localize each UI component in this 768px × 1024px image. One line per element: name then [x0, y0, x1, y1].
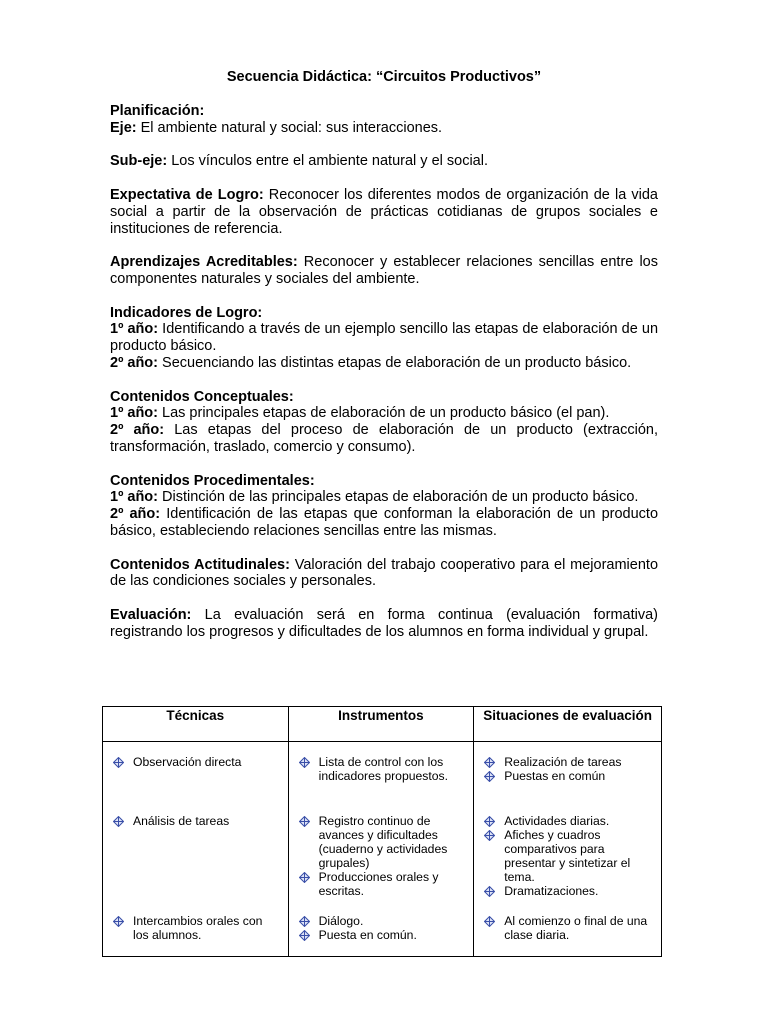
- diamond-cross-bullet-icon: [484, 755, 504, 768]
- eje-text: El ambiente natural y social: sus interacciones.: [136, 119, 443, 136]
- cell-instrumentos: [288, 912, 474, 957]
- header-instrumentos: Instrumentos: [288, 707, 474, 742]
- list-item: Análisis de tareas: [113, 814, 280, 828]
- cell-tecnicas: [103, 742, 289, 812]
- table-row: [103, 912, 662, 957]
- cell-instrumentos: [288, 742, 474, 812]
- diamond-cross-bullet-icon: [484, 814, 504, 827]
- diamond-cross-bullet-icon: [299, 928, 319, 941]
- conceptuales-year2: 2º año: Las etapas del proceso de elaboración de un producto (extracción, transformación, traslado, comercio y consumo).: [110, 422, 658, 455]
- list-item: Intercambios orales con los alumnos.: [113, 914, 280, 942]
- list-item: Al comienzo o final de una clase diaria.: [484, 914, 653, 942]
- actitudinales-paragraph: [110, 557, 658, 591]
- list-item: Puesta en común.: [299, 928, 466, 942]
- evaluation-table: [102, 706, 662, 957]
- aprendizajes-text: Reconocer y establecer relaciones sencillas entre los componentes naturales y sociales del ambiente.: [110, 254, 658, 287]
- planificacion-heading: Planificación:: [110, 103, 205, 119]
- aprendizajes-paragraph: [110, 254, 658, 288]
- cell-situaciones: [474, 742, 662, 812]
- subeje-paragraph: [110, 153, 658, 170]
- diamond-cross-bullet-icon: [299, 914, 319, 927]
- list-item: Afiches y cuadros comparativos para presentar y sintetizar el tema.: [484, 828, 653, 884]
- expectativa-paragraph: [110, 187, 658, 237]
- diamond-cross-bullet-icon: [299, 814, 319, 827]
- actitudinales-text: Valoración del trabajo cooperativo para el mejoramiento de las condiciones sociales y personales.: [110, 556, 659, 590]
- cell-situaciones: [474, 811, 662, 912]
- diamond-cross-bullet-icon: [113, 755, 133, 768]
- procedimentales-year2: 2º año: Identificación de las etapas que conforman la elaboración de un producto básico, estableciendo relaciones sencillas entre las mismas.: [110, 506, 659, 539]
- aprendizajes-label: Aprendizajes Acreditables:: [110, 254, 298, 271]
- procedimentales-year1: 1º año: Distinción de las principales etapas de elaboración de un producto básico.: [110, 489, 639, 506]
- diamond-cross-bullet-icon: [113, 814, 133, 827]
- evaluacion-text: La evaluación será en forma continua (evaluación formativa) registrando los progresos y dificultades de los alumnos en forma individual y grupal.: [110, 606, 658, 640]
- diamond-cross-bullet-icon: [113, 914, 133, 927]
- expectativa-label: Expectativa de Logro:: [110, 186, 264, 203]
- table-row: [103, 742, 662, 812]
- cell-tecnicas: [103, 811, 289, 912]
- table-header-row: [103, 707, 662, 742]
- list-item: Observación directa: [113, 755, 280, 769]
- header-tecnicas: Técnicas: [103, 707, 289, 742]
- subeje-text: Los vínculos entre el ambiente natural y el social.: [167, 153, 488, 170]
- list-item: Registro continuo de avances y dificultades (cuaderno y actividades grupales): [299, 814, 466, 870]
- expectativa-text: Reconocer los diferentes modos de organización de la vida social a partir de la observación de prácticas cotidianas de grupos sociales e instituciones de referencia.: [110, 186, 658, 237]
- subeje-label: Sub-eje:: [110, 153, 168, 170]
- list-item: Dramatizaciones.: [484, 884, 653, 898]
- diamond-cross-bullet-icon: [484, 914, 504, 927]
- diamond-cross-bullet-icon: [299, 755, 319, 768]
- procedimentales-heading: Contenidos Procedimentales:: [110, 472, 315, 489]
- list-item: Producciones orales y escritas.: [299, 870, 466, 898]
- list-item: Actividades diarias.: [484, 814, 653, 828]
- document-body: [110, 103, 658, 641]
- diamond-cross-bullet-icon: [484, 828, 504, 841]
- document-title: Secuencia Didáctica: “Circuitos Productivos”: [226, 69, 542, 85]
- conceptuales-year1: 1º año: Las principales etapas de elaboración de un producto básico (el pan).: [110, 405, 610, 422]
- cell-tecnicas: [103, 912, 289, 957]
- header-situaciones: Situaciones de evaluación: [474, 707, 662, 742]
- eje-paragraph: [110, 120, 658, 137]
- table-row: [103, 811, 662, 912]
- actitudinales-label: Contenidos Actitudinales:: [110, 556, 290, 573]
- evaluacion-paragraph: [110, 607, 658, 641]
- indicadores-year1: 1º año: Identificando a través de un ejemplo sencillo las etapas de elaboración de un producto básico.: [110, 321, 659, 355]
- cell-instrumentos: [288, 811, 474, 912]
- list-item: Diálogo.: [299, 914, 466, 928]
- eje-label: Eje:: [110, 119, 137, 136]
- indicadores-heading: Indicadores de Logro:: [110, 304, 263, 321]
- list-item: Puestas en común: [484, 769, 653, 783]
- evaluacion-label: Evaluación:: [110, 606, 192, 623]
- list-item: Realización de tareas: [484, 755, 653, 769]
- diamond-cross-bullet-icon: [484, 884, 504, 897]
- indicadores-year2: 2º año: Secuenciando las distintas etapas de elaboración de un producto básico.: [110, 354, 632, 371]
- cell-situaciones: [474, 912, 662, 957]
- conceptuales-heading: Contenidos Conceptuales:: [110, 388, 294, 405]
- diamond-cross-bullet-icon: [299, 870, 319, 883]
- diamond-cross-bullet-icon: [484, 769, 504, 782]
- list-item: Lista de control con los indicadores propuestos.: [299, 755, 466, 783]
